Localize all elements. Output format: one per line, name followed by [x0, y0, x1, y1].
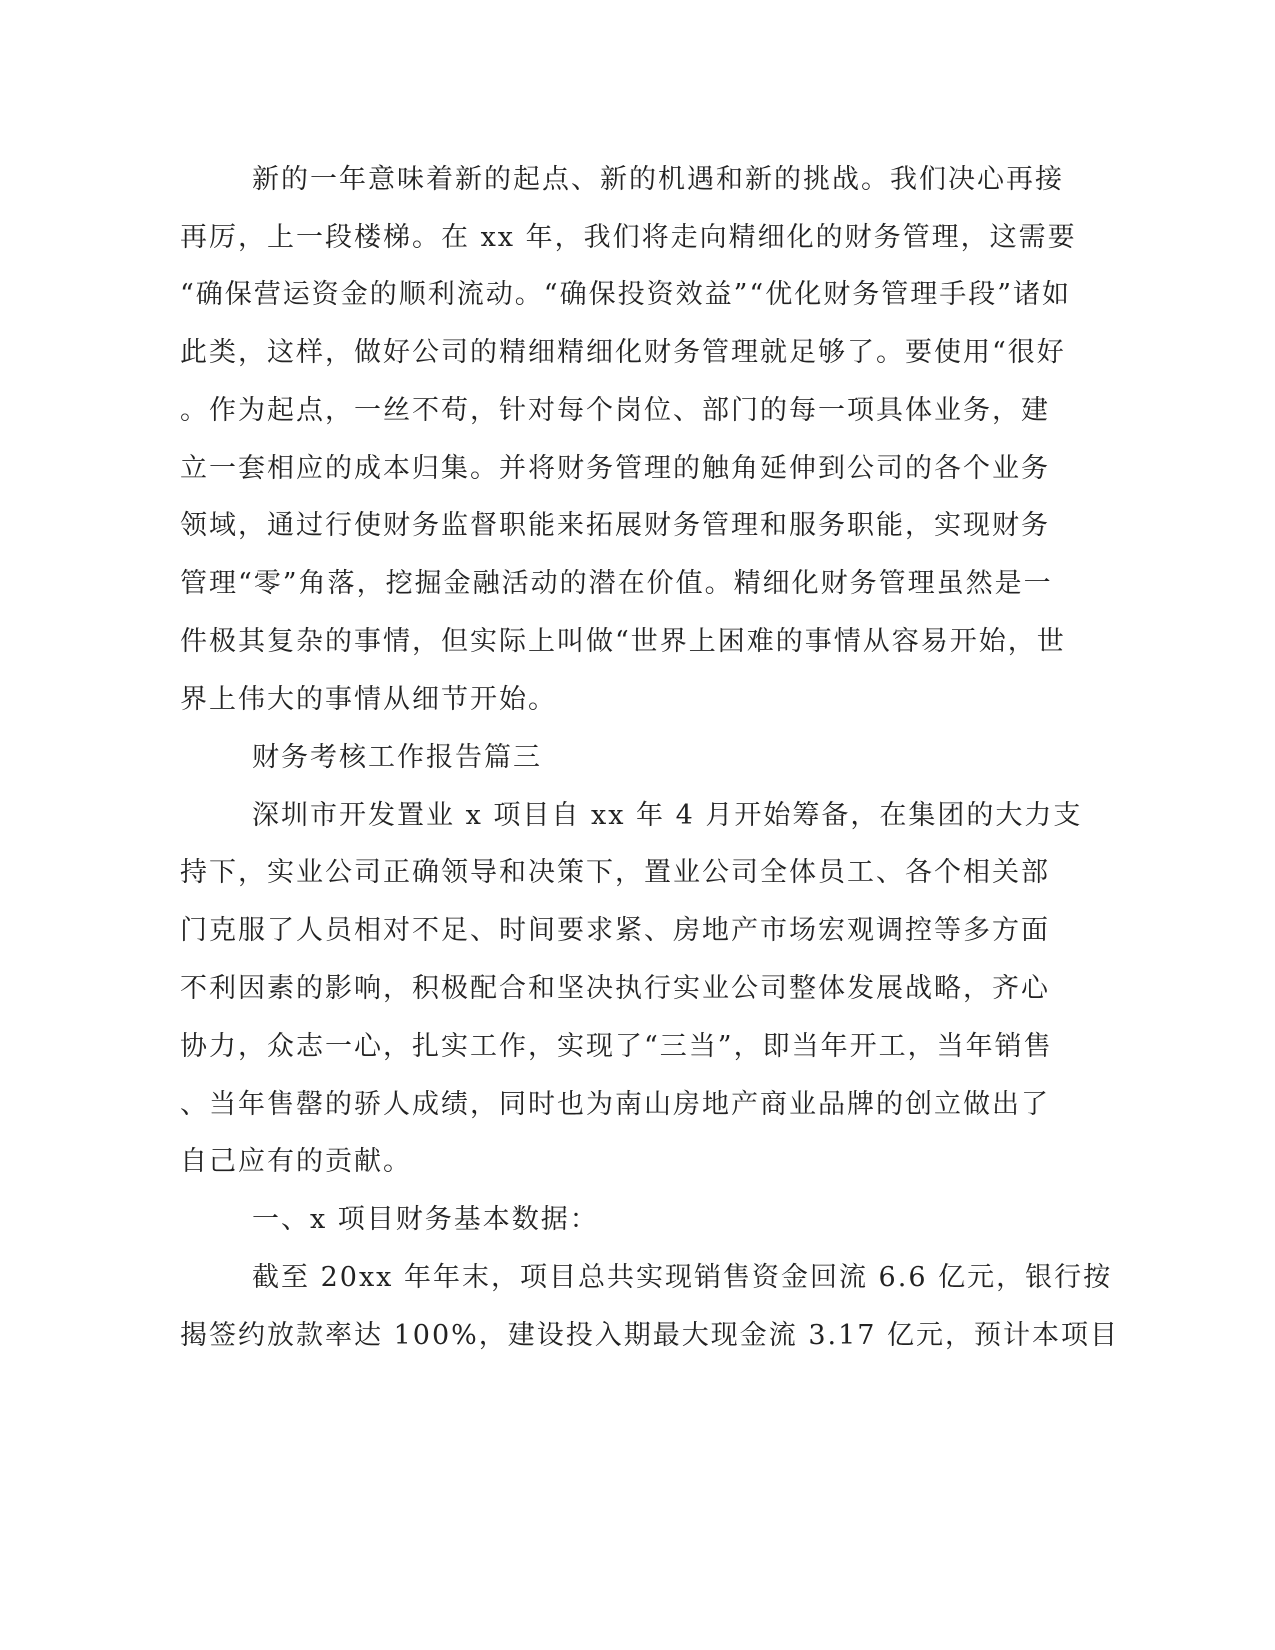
- text-line: 领域，通过行使财务监督职能来拓展财务管理和服务职能，实现财务: [180, 510, 1050, 541]
- text-line: 此类，这样，做好公司的精细精细化财务管理就足够了。要使用“很好: [180, 337, 1066, 368]
- text-line: 。作为起点，一丝不苟，针对每个岗位、部门的每一项具体业务，建: [180, 395, 1050, 426]
- text-line: 协力，众志一心，扎实工作，实现了“三当”，即当年开工，当年销售: [180, 1031, 1053, 1062]
- text-line: 截至 20xx 年年末，项目总共实现销售资金回流 6.6 亿元，银行按: [252, 1262, 1113, 1293]
- text-line: 深圳市开发置业 x 项目自 xx 年 4 月开始筹备，在集团的大力支: [252, 800, 1083, 831]
- text-line: 管理“零”角落，挖掘金融活动的潜在价值。精细化财务管理虽然是一: [180, 568, 1053, 599]
- text-line: 新的一年意味着新的起点、新的机遇和新的挑战。我们决心再接: [252, 164, 1064, 195]
- text-line: 揭签约放款率达 100%，建设投入期最大现金流 3.17 亿元，预计本项目: [180, 1320, 1120, 1351]
- heading-text: 财务考核工作报告篇三: [252, 742, 542, 773]
- text-line: 再厉，上一段楼梯。在 xx 年，我们将走向精细化的财务管理，这需要: [180, 222, 1077, 253]
- text-line: 门克服了人员相对不足、时间要求紧、房地产市场宏观调控等多方面: [180, 915, 1050, 946]
- text-line: 持下，实业公司正确领导和决策下，置业公司全体员工、各个相关部: [180, 857, 1050, 888]
- text-line: 不利因素的影响，积极配合和坚决执行实业公司整体发展战略，齐心: [180, 973, 1050, 1004]
- text-line: 、当年售罄的骄人成绩，同时也为南山房地产商业品牌的创立做出了: [180, 1089, 1050, 1120]
- text-line: 自己应有的贡献。: [180, 1146, 412, 1177]
- text-line: 立一套相应的成本归集。并将财务管理的触角延伸到公司的各个业务: [180, 453, 1050, 484]
- text-line: 件极其复杂的事情，但实际上叫做“世界上困难的事情从容易开始，世: [180, 626, 1066, 657]
- text-line: 界上伟大的事情从细节开始。: [180, 684, 557, 715]
- subheading-text: 一、x 项目财务基本数据：: [252, 1204, 599, 1235]
- text-line: “确保营运资金的顺利流动。“确保投资效益”“优化财务管理手段”诸如: [180, 279, 1072, 310]
